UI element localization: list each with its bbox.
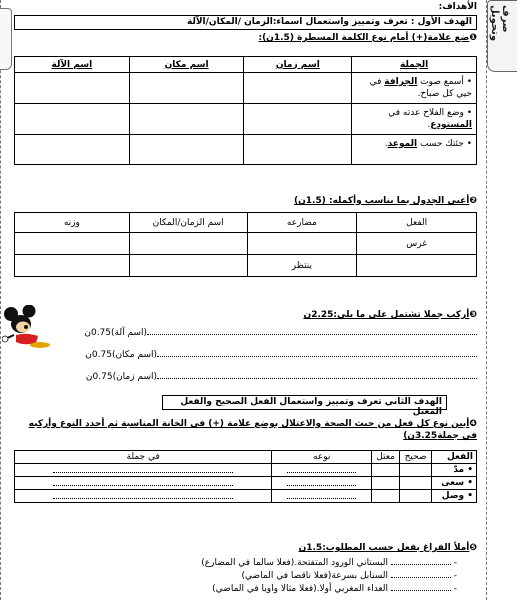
fill-line[interactable]: - العداء المغربي أولا.(فعلا مثالا واويا في الماضي): [212, 584, 457, 594]
header-sound: صحيح: [400, 451, 432, 464]
table-cell: ينتظر: [247, 255, 357, 277]
question-one-title: ❶ضع علامة(+) أمام نوع الكلمة المسطرة (1.5ن):: [258, 33, 477, 43]
answer-cell[interactable]: [400, 490, 432, 503]
bullet-icon: ❷: [469, 196, 477, 206]
header-time-noun: اسم زمان: [244, 57, 352, 73]
left-margin-tab: [0, 8, 12, 70]
answer-cell[interactable]: [15, 73, 130, 104]
cartoon-mouse-icon: [2, 305, 54, 349]
answer-cell[interactable]: [272, 490, 372, 503]
header-pattern: وزنه: [15, 213, 130, 233]
goal-two-box: الهدف الثاني تعرف وتمييز واستعمال الفعل الصحيح والفعل المعتل: [162, 395, 447, 410]
bullet-icon: ❶: [469, 33, 477, 43]
table-cell[interactable]: [129, 233, 247, 255]
answer-cell[interactable]: [15, 104, 130, 135]
answer-cell[interactable]: [15, 135, 130, 165]
answer-cell[interactable]: [129, 135, 244, 165]
answer-cell[interactable]: [372, 477, 400, 490]
subject-tab-label: صرف وتحويل: [489, 5, 511, 42]
answer-cell[interactable]: [244, 73, 352, 104]
objectives-label: الأهداف:: [438, 2, 477, 12]
verb-cell: • سعى: [432, 477, 477, 490]
sentence-cell: • أسمع صوت الجرافة في حيي كل صباح.: [352, 73, 477, 104]
fill-line[interactable]: - السنابل بسرعة(فعلا ناقصا في الماضي): [241, 571, 457, 581]
header-time-place: اسم الزمان/المكان: [129, 213, 247, 233]
header-weak: معتل: [372, 451, 400, 464]
answer-cell[interactable]: [244, 135, 352, 165]
table-row: [15, 104, 477, 135]
table-row: [15, 73, 477, 104]
answer-cell[interactable]: [244, 104, 352, 135]
header-type: نوعه: [272, 451, 372, 464]
table-cell: غرس: [357, 233, 477, 255]
answer-cell[interactable]: [400, 464, 432, 477]
table-header-row: [15, 57, 477, 73]
answer-cell[interactable]: [372, 464, 400, 477]
table-cell[interactable]: [247, 233, 357, 255]
bullet-icon: ❸: [469, 310, 477, 320]
question-five-title: ❺أملأ الفراغ بفعل حسب المطلوب:1.5ن: [298, 543, 477, 553]
sentence-cell: • جئتك حسب الموعد.: [352, 135, 477, 165]
answer-cell[interactable]: [15, 464, 272, 477]
answer-cell[interactable]: [129, 73, 244, 104]
sentence-cell: • وضع الفلاح عدته في المستودع.: [352, 104, 477, 135]
verb-cell: • وصل: [432, 490, 477, 503]
answer-cell[interactable]: [272, 464, 372, 477]
answer-line[interactable]: (اسم زمان)0.75ن: [37, 372, 477, 382]
table-row: [15, 477, 477, 490]
verb-derivation-table: [14, 212, 477, 277]
table-row: [15, 135, 477, 165]
question-two-title: ❷أعيي الجدول بما يناسب وأكمله: (1.5ن): [293, 196, 477, 206]
header-sentence: في جملة: [15, 451, 272, 464]
table-cell[interactable]: [357, 255, 477, 277]
table-cell[interactable]: [15, 255, 130, 277]
table-row: [15, 490, 477, 503]
question-four-title: ❹أبين نوع كل فعل من حيث الصحة والاعتلال بوضع علامة (+) في الخانة المناسبة ثم أحدد النوع وأركبه في جملة3.25ن): [28, 419, 477, 441]
fill-line[interactable]: - البستاني الورود المتفتحة.(فعلا سالما في المضارع): [201, 558, 457, 568]
bullet-icon: ❹: [469, 419, 477, 429]
header-sentence: الجملة: [352, 57, 477, 73]
header-verb: الفعل: [432, 451, 477, 464]
header-place-noun: اسم مكان: [129, 57, 244, 73]
answer-line[interactable]: (اسم مكان)0.75ن: [37, 350, 477, 360]
table-cell[interactable]: [129, 255, 247, 277]
verb-classification-table: [14, 450, 477, 503]
bullet-icon: ❺: [469, 543, 477, 553]
header-present: مضارعه: [247, 213, 357, 233]
question-three-title: ❸أركب جملا تشتمل على ما يلي:2.25ن: [303, 310, 477, 320]
table-cell[interactable]: [15, 233, 130, 255]
table-row: [15, 233, 477, 255]
answer-cell[interactable]: [372, 490, 400, 503]
table-row: [15, 464, 477, 477]
header-tool-noun: اسم الآلة: [15, 57, 130, 73]
answer-cell[interactable]: [272, 477, 372, 490]
answer-cell[interactable]: [15, 490, 272, 503]
table-header-row: [15, 213, 477, 233]
header-verb: الفعل: [357, 213, 477, 233]
table-header-row: [15, 451, 477, 464]
answer-line[interactable]: (اسم آلة)0.75ن: [37, 328, 477, 338]
verb-cell: • مدّ: [432, 464, 477, 477]
right-cut-line: [486, 0, 487, 600]
answer-cell[interactable]: [129, 104, 244, 135]
table-row: [15, 255, 477, 277]
left-cut-line: [0, 0, 1, 600]
word-type-table: [14, 56, 477, 165]
answer-cell[interactable]: [400, 477, 432, 490]
goal-one-box: الهدف الأول : تعرف وتمييز واستعمال اسماء:الزمان /المكان/الآلة: [14, 15, 477, 30]
answer-cell[interactable]: [15, 477, 272, 490]
subject-tab: [487, 0, 517, 72]
